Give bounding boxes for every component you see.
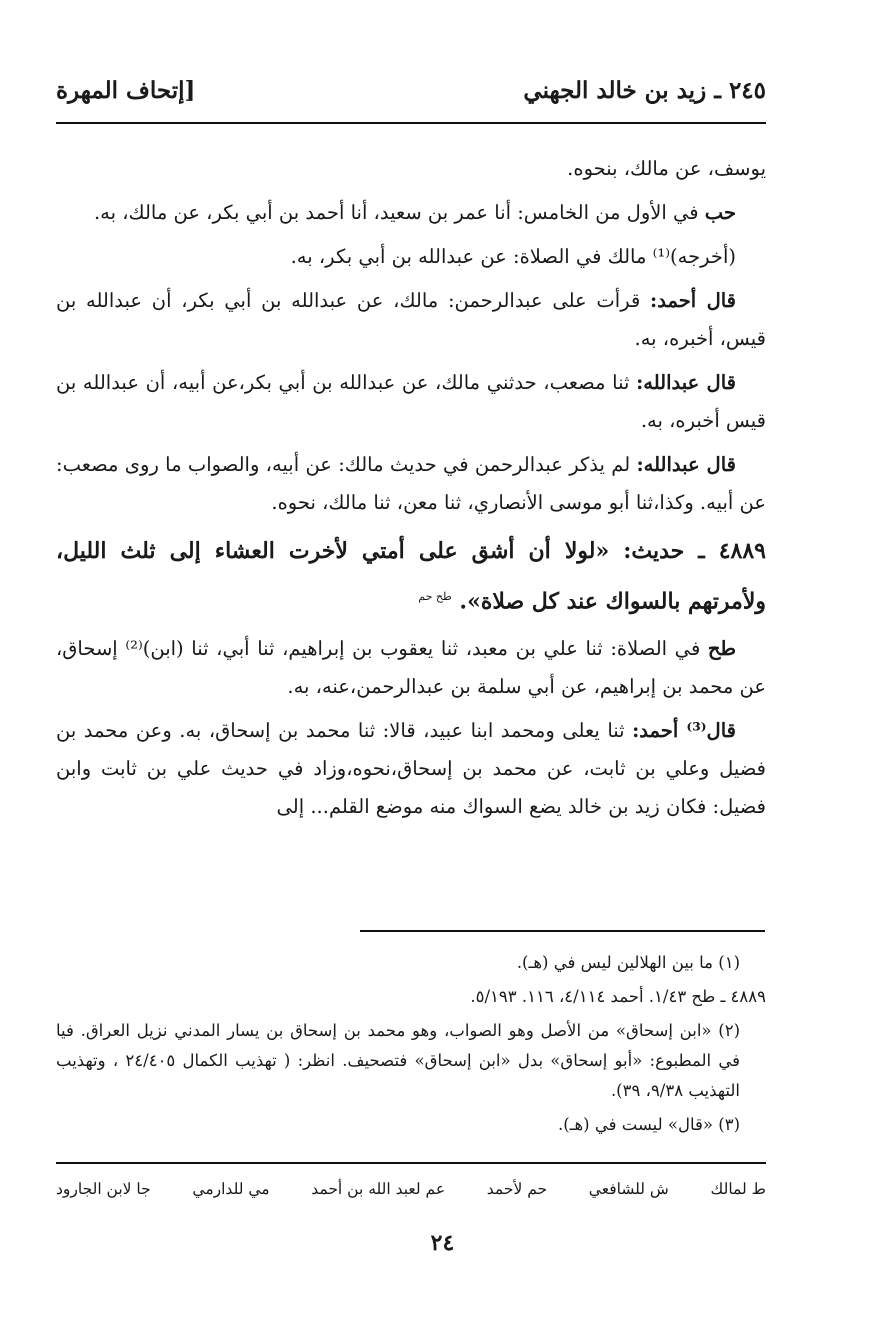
hadith-title-text: ٤٨٨٩ ـ حديث: «لولا أن أشق على أمتي لأخرت العشاء إلى ثلث الليل، ولأمرتهم بالسواك عند كل صلاة».	[56, 538, 766, 615]
paragraph-text: ثنا يعلى ومحمد ابنا عبيد، قالا: ثنا محمد بن إسحاق، به. وعن محمد بن فضيل وعلي بن ثابت، عن محمد بن إسحاق،نحوه،وزاد في حديث علي بن ثابت وابن فضيل: فكان زيد بن خالد يضع السواك منه موضع القلم... إلى	[56, 719, 766, 819]
source-marker: حب	[704, 201, 736, 224]
legend-item: حم لأحمد	[486, 1180, 548, 1198]
paragraph-7	[56, 630, 766, 706]
entry-title: ٢٤٥ ـ زيد بن خالد الجهني	[523, 76, 766, 104]
hadith-source-symbols: طح حم	[418, 590, 452, 603]
paragraph-text: قرأت على عبدالرحمن: مالك، عن عبدالله بن أبي بكر، أن عبدالله بن قيس، أخبره، به.	[56, 289, 766, 350]
paragraph-text: في الصلاة: ثنا علي بن معبد، ثنا يعقوب بن إبراهيم، ثنا أبي، ثنا (ابن)⁽²⁾ إسحاق، عن محمد بن إبراهيم، عن أبي سلمة بن عبدالرحمن،عنه، به.	[56, 637, 766, 699]
narrator-marker: قال عبدالله:	[636, 371, 736, 394]
paragraph-text: لم يذكر عبدالرحمن في حديث مالك: عن أبيه، والصواب ما روى مصعب: عن أبيه. وكذا،ثنا أبو موسى الأنصاري، ثنا معن، ثنا مالك، نحوه.	[56, 453, 766, 514]
paragraph-3: (أخرجه)⁽¹⁾ مالك في الصلاة: عن عبدالله بن أبي بكر، به.	[290, 245, 736, 268]
book-title: [إتحاف المهرة	[56, 76, 196, 104]
footnote-hadith-refs: ٤٨٨٩ ـ طح ١/٤٣. أحمد ٤/١١٤، ١١٦. ٥/١٩٣.	[470, 987, 766, 1006]
paragraph-8	[56, 712, 766, 826]
narrator-marker: قال عبدالله:	[636, 453, 736, 476]
header-divider	[56, 122, 766, 124]
hadith-heading	[56, 528, 766, 624]
abbreviation-legend	[56, 1180, 766, 1198]
legend-divider	[56, 1162, 766, 1164]
footnote-2: (٢) «ابن إسحاق» من الأصل وهو الصواب، وهو محمد بن إسحاق بن يسار المدني نزيل العراق. فيا في المطبوع: «أبو إسحاق» بدل «ابن إسحاق» فتصحيف. انظر: ( تهذيب الكمال ٢٤/٤٠٥ ، وتهذيب التهذيب ٩/٣٨، ٣٩).	[56, 1021, 741, 1100]
paragraph-6	[56, 446, 766, 522]
paragraph-1: يوسف، عن مالك، بنحوه.	[567, 157, 766, 180]
main-text	[56, 150, 766, 832]
paragraph-text: ثنا مصعب، حدثني مالك، عن عبدالله بن أبي بكر،عن أبيه، أن عبدالله بن قيس أخبره، به.	[56, 371, 766, 432]
narrator-marker: قال أحمد:	[650, 289, 736, 312]
paragraph-text: في الأول من الخامس: أنا عمر بن سعيد، أنا أحمد بن أبي بكر، عن مالك، به.	[93, 201, 699, 224]
paragraph-2	[56, 194, 766, 232]
legend-item: عم لعبد الله بن أحمد	[311, 1180, 446, 1198]
paragraph-4	[56, 282, 766, 358]
paragraph-5	[56, 364, 766, 440]
footnote-divider	[360, 930, 765, 932]
narrator-marker: قال⁽³⁾ أحمد:	[632, 719, 736, 743]
legend-item: جا لابن الجارود	[56, 1180, 151, 1198]
legend-item: ط لمالك	[710, 1180, 766, 1198]
legend-item: مي للدارمي	[192, 1180, 270, 1198]
footnote-3: (٣) «قال» ليست في (هـ).	[557, 1115, 740, 1134]
page-header	[56, 66, 766, 114]
legend-item: ش للشافعي	[588, 1180, 669, 1198]
footnotes	[56, 948, 766, 1144]
page-number: ٢٤	[430, 1230, 455, 1256]
source-marker: طح	[707, 637, 737, 661]
footnote-1: (١) ما بين الهلالين ليس في (هـ).	[516, 953, 740, 972]
